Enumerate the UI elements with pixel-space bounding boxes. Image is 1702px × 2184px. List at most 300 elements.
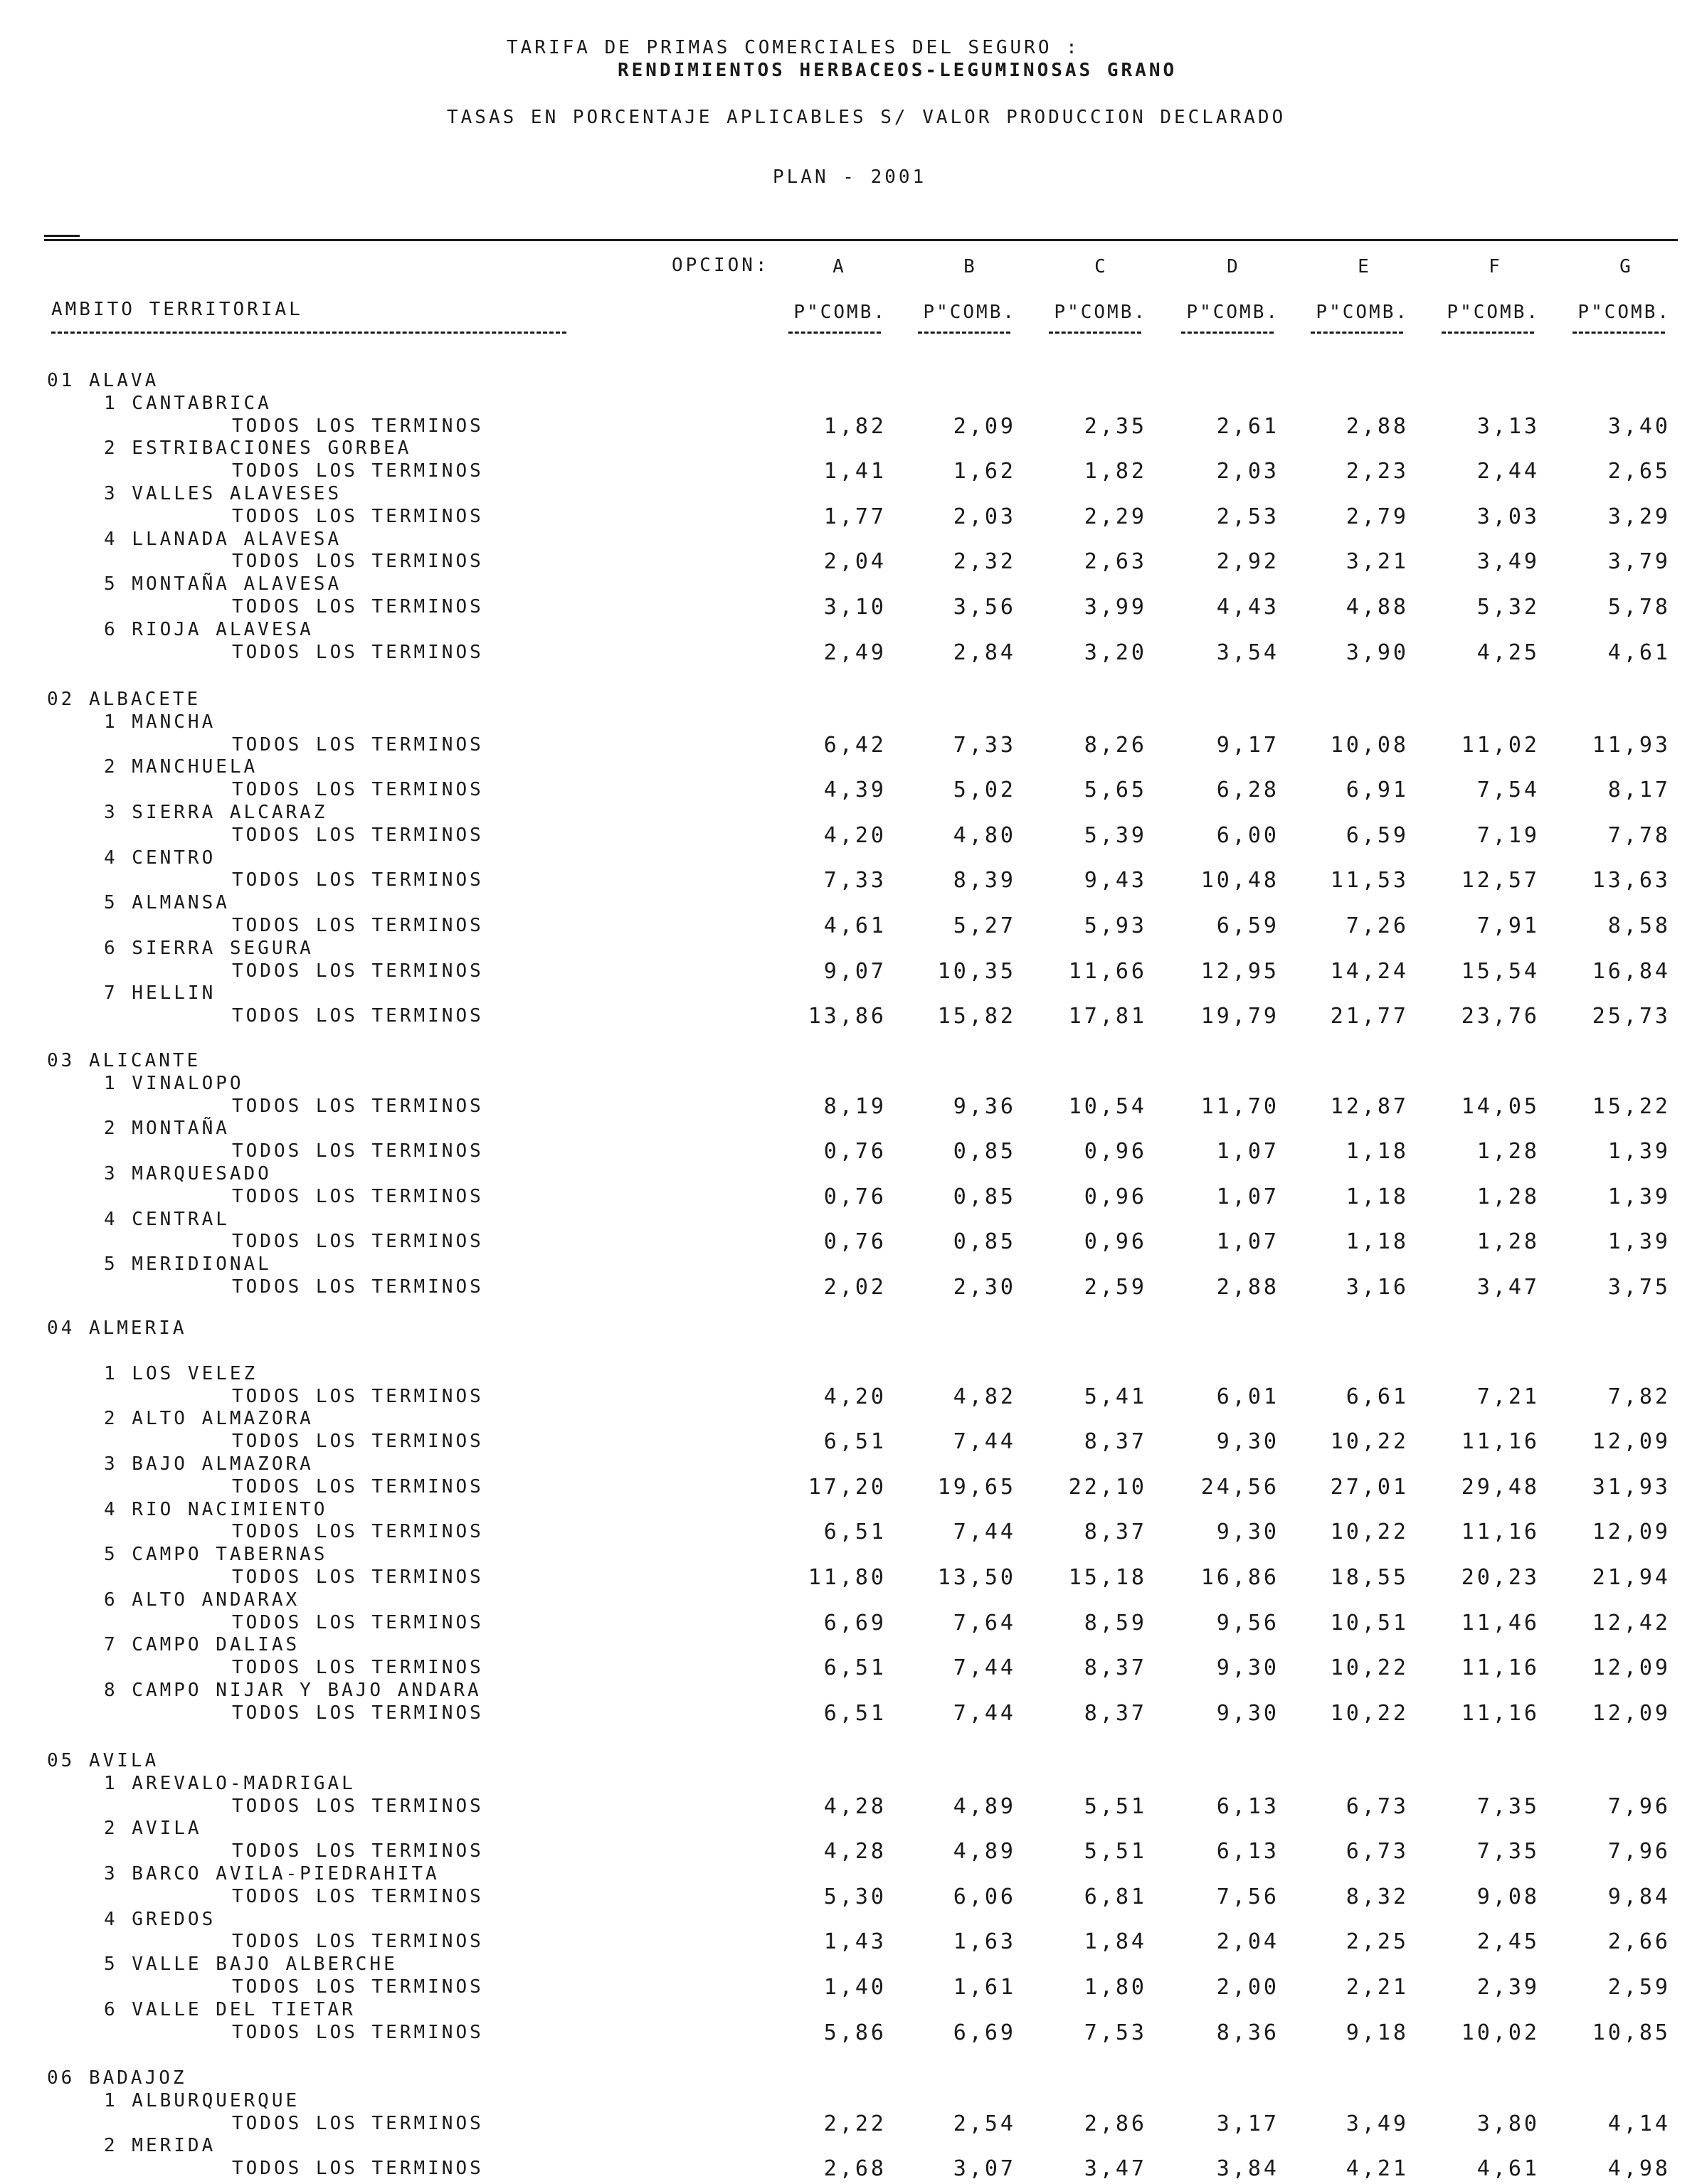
- column-underline: [1442, 332, 1534, 334]
- rate-cell: 1,61: [953, 1975, 1016, 2000]
- rate-cell: 3,21: [1346, 549, 1409, 574]
- rate-cell: 5,30: [823, 1885, 887, 1909]
- column-underline: [1572, 332, 1665, 334]
- rate-cell: 1,07: [1216, 1184, 1279, 1209]
- rate-cell: 3,10: [823, 595, 887, 620]
- rate-cell: 17,81: [1068, 1004, 1147, 1029]
- rate-cell: 6,69: [953, 2020, 1016, 2045]
- comarca-label: 5 MERIDIONAL: [104, 1253, 272, 1275]
- rate-cell: 3,40: [1607, 414, 1671, 439]
- rate-cell: 7,64: [953, 1611, 1016, 1636]
- rate-cell: 16,86: [1200, 1565, 1279, 1590]
- rate-cell: 2,79: [1346, 504, 1409, 529]
- column-subheader: P"COMB.: [923, 302, 1016, 323]
- rate-cell: 1,80: [1084, 1975, 1147, 2000]
- rate-cell: 12,09: [1592, 1655, 1671, 1680]
- rate-cell: 0,96: [1084, 1184, 1147, 1209]
- rate-cell: 7,78: [1607, 823, 1671, 848]
- comarca-label: 4 GREDOS: [104, 1909, 216, 1930]
- rate-cell: 7,44: [953, 1701, 1016, 1726]
- comarca-label: 1 MANCHA: [104, 711, 216, 733]
- rate-cell: 2,00: [1216, 1975, 1279, 2000]
- comarca-label: 5 MONTAÑA ALAVESA: [104, 573, 342, 595]
- rate-cell: 2,03: [1216, 459, 1279, 484]
- rate-cell: 6,69: [823, 1611, 887, 1636]
- rate-cell: 4,89: [953, 1794, 1016, 1819]
- rate-cell: 10,22: [1330, 1655, 1409, 1680]
- term-label: TODOS LOS TERMINOS: [232, 1702, 484, 1724]
- term-label: TODOS LOS TERMINOS: [232, 1096, 484, 1117]
- rate-cell: 5,32: [1476, 595, 1540, 620]
- column-subheader: P"COMB.: [1447, 302, 1540, 323]
- rate-cell: 6,91: [1346, 778, 1409, 802]
- rate-cell: 4,88: [1346, 595, 1409, 620]
- term-label: TODOS LOS TERMINOS: [232, 1612, 484, 1633]
- rate-cell: 6,01: [1216, 1384, 1279, 1409]
- title-line-1: TARIFA DE PRIMAS COMERCIALES DEL SEGURO :: [507, 37, 1080, 58]
- rate-cell: 0,76: [823, 1139, 887, 1164]
- rate-cell: 10,22: [1330, 1520, 1409, 1544]
- rate-cell: 1,28: [1476, 1229, 1540, 1254]
- rate-cell: 1,39: [1607, 1184, 1671, 1209]
- rate-cell: 3,16: [1346, 1275, 1409, 1300]
- column-underline: [1311, 332, 1403, 334]
- rate-cell: 2,02: [823, 1275, 887, 1300]
- rate-cell: 10,54: [1068, 1094, 1147, 1119]
- rate-cell: 22,10: [1068, 1475, 1147, 1500]
- rate-cell: 5,86: [823, 2020, 887, 2045]
- term-label: TODOS LOS TERMINOS: [232, 460, 484, 482]
- province-label: 04 ALMERIA: [47, 1318, 187, 1339]
- rate-cell: 8,17: [1607, 778, 1671, 802]
- term-label: TODOS LOS TERMINOS: [232, 1840, 484, 1862]
- comarca-label: 1 LOS VELEZ: [104, 1363, 258, 1384]
- comarca-label: 3 VALLES ALAVESES: [104, 483, 342, 504]
- comarca-label: 1 ALBURQUERQUE: [104, 2090, 300, 2111]
- rate-cell: 10,35: [937, 959, 1016, 984]
- comarca-label: 1 VINALOPO: [104, 1073, 244, 1094]
- rate-cell: 6,06: [953, 1885, 1016, 1909]
- rate-cell: 2,86: [1084, 2111, 1147, 2136]
- rate-cell: 1,77: [823, 504, 887, 529]
- rate-cell: 2,53: [1216, 504, 1279, 529]
- column-letter: G: [1619, 256, 1631, 277]
- rate-cell: 3,54: [1216, 640, 1279, 665]
- rate-cell: 27,01: [1330, 1475, 1409, 1500]
- rate-cell: 0,76: [823, 1184, 887, 1209]
- ambito-label: AMBITO TERRITORIAL: [51, 299, 303, 320]
- rate-cell: 20,23: [1461, 1565, 1540, 1590]
- rate-cell: 8,32: [1346, 1885, 1409, 1909]
- rate-cell: 3,47: [1476, 1275, 1540, 1300]
- column-letter: F: [1489, 256, 1500, 277]
- rate-cell: 21,94: [1592, 1565, 1671, 1590]
- rate-cell: 2,63: [1084, 549, 1147, 574]
- rate-cell: 4,98: [1607, 2156, 1671, 2181]
- term-label: TODOS LOS TERMINOS: [232, 1796, 484, 1817]
- rate-cell: 2,65: [1607, 459, 1671, 484]
- rate-cell: 9,30: [1216, 1655, 1279, 1680]
- comarca-label: 2 MONTAÑA: [104, 1118, 230, 1139]
- rate-cell: 3,79: [1607, 549, 1671, 574]
- rate-cell: 1,18: [1346, 1139, 1409, 1164]
- rate-cell: 3,47: [1084, 2156, 1147, 2181]
- rate-cell: 9,43: [1084, 868, 1147, 893]
- rate-cell: 4,39: [823, 778, 887, 802]
- rate-cell: 11,80: [808, 1565, 887, 1590]
- rate-cell: 9,84: [1607, 1885, 1671, 1909]
- rate-cell: 31,93: [1592, 1475, 1671, 1500]
- rate-cell: 16,84: [1592, 959, 1671, 984]
- rate-cell: 2,23: [1346, 459, 1409, 484]
- rate-cell: 8,59: [1084, 1611, 1147, 1636]
- title-line-2: RENDIMIENTOS HERBACEOS-LEGUMINOSAS GRANO: [618, 60, 1178, 81]
- rate-cell: 5,41: [1084, 1384, 1147, 1409]
- rate-cell: 2,66: [1607, 1929, 1671, 1954]
- rate-cell: 2,04: [823, 549, 887, 574]
- term-label: TODOS LOS TERMINOS: [232, 1140, 484, 1162]
- rate-cell: 4,25: [1476, 640, 1540, 665]
- province-label: 03 ALICANTE: [47, 1050, 201, 1071]
- rate-cell: 9,30: [1216, 1701, 1279, 1726]
- comarca-label: 3 BAJO ALMAZORA: [104, 1453, 314, 1475]
- rate-cell: 8,37: [1084, 1655, 1147, 1680]
- rate-cell: 9,30: [1216, 1429, 1279, 1454]
- rate-cell: 7,21: [1476, 1384, 1540, 1409]
- rate-cell: 14,24: [1330, 959, 1409, 984]
- column-underline: [788, 332, 881, 334]
- rate-cell: 4,80: [953, 823, 1016, 848]
- comarca-label: 5 VALLE BAJO ALBERCHE: [104, 1954, 398, 1975]
- rate-cell: 14,05: [1461, 1094, 1540, 1119]
- rate-cell: 1,18: [1346, 1184, 1409, 1209]
- rate-cell: 1,39: [1607, 1229, 1671, 1254]
- comarca-label: 4 LLANADA ALAVESA: [104, 529, 342, 550]
- rate-cell: 8,39: [953, 868, 1016, 893]
- rate-cell: 8,37: [1084, 1429, 1147, 1454]
- rate-cell: 4,20: [823, 823, 887, 848]
- term-label: TODOS LOS TERMINOS: [232, 960, 484, 982]
- rate-cell: 12,87: [1330, 1094, 1409, 1119]
- term-label: TODOS LOS TERMINOS: [232, 2158, 484, 2179]
- rate-cell: 9,17: [1216, 733, 1279, 758]
- rate-cell: 3,17: [1216, 2111, 1279, 2136]
- rate-cell: 17,20: [808, 1475, 887, 1500]
- rate-cell: 2,54: [953, 2111, 1016, 2136]
- rate-cell: 15,82: [937, 1004, 1016, 1029]
- comarca-label: 3 MARQUESADO: [104, 1163, 272, 1184]
- column-underline: [1049, 332, 1141, 334]
- rate-cell: 10,22: [1330, 1429, 1409, 1454]
- rate-cell: 12,09: [1592, 1429, 1671, 1454]
- rate-cell: 29,48: [1461, 1475, 1540, 1500]
- rate-cell: 4,20: [823, 1384, 887, 1409]
- rate-cell: 5,51: [1084, 1794, 1147, 1819]
- opcion-label: OPCION:: [672, 255, 770, 276]
- rate-cell: 4,14: [1607, 2111, 1671, 2136]
- rate-cell: 12,09: [1592, 1520, 1671, 1544]
- rate-cell: 4,28: [823, 1794, 887, 1819]
- rate-cell: 2,03: [953, 504, 1016, 529]
- rate-cell: 10,85: [1592, 2020, 1671, 2045]
- rate-cell: 7,56: [1216, 1885, 1279, 1909]
- comarca-label: 4 RIO NACIMIENTO: [104, 1499, 328, 1520]
- rate-cell: 11,46: [1461, 1611, 1540, 1636]
- rate-cell: 1,63: [953, 1929, 1016, 1954]
- comarca-label: 5 ALMANSA: [104, 892, 230, 913]
- comarca-label: 2 ALTO ALMAZORA: [104, 1408, 314, 1429]
- rate-cell: 9,07: [823, 959, 887, 984]
- rate-cell: 15,22: [1592, 1094, 1671, 1119]
- rate-cell: 7,96: [1607, 1839, 1671, 1864]
- rate-cell: 9,56: [1216, 1611, 1279, 1636]
- rate-cell: 5,93: [1084, 913, 1147, 938]
- rate-cell: 11,16: [1461, 1429, 1540, 1454]
- rate-cell: 2,88: [1216, 1275, 1279, 1300]
- rate-cell: 7,44: [953, 1429, 1016, 1454]
- rate-cell: 7,19: [1476, 823, 1540, 848]
- column-letter: E: [1358, 256, 1369, 277]
- rate-cell: 5,51: [1084, 1839, 1147, 1864]
- rate-cell: 1,28: [1476, 1184, 1540, 1209]
- comarca-label: 5 CAMPO TABERNAS: [104, 1544, 328, 1565]
- rate-cell: 10,22: [1330, 1701, 1409, 1726]
- rate-cell: 11,93: [1592, 733, 1671, 758]
- column-subheader: P"COMB.: [1186, 302, 1279, 323]
- rate-cell: 5,65: [1084, 778, 1147, 802]
- rate-cell: 4,89: [953, 1839, 1016, 1864]
- comarca-label: 6 RIOJA ALAVESA: [104, 619, 314, 640]
- rate-cell: 3,75: [1607, 1275, 1671, 1300]
- rate-cell: 7,35: [1476, 1794, 1540, 1819]
- rate-cell: 7,35: [1476, 1839, 1540, 1864]
- rate-cell: 2,84: [953, 640, 1016, 665]
- rate-cell: 24,56: [1200, 1475, 1279, 1500]
- rate-cell: 6,51: [823, 1655, 887, 1680]
- term-label: TODOS LOS TERMINOS: [232, 1186, 484, 1207]
- rate-cell: 11,66: [1068, 959, 1147, 984]
- rate-cell: 10,51: [1330, 1611, 1409, 1636]
- rate-cell: 2,32: [953, 549, 1016, 574]
- rate-cell: 23,76: [1461, 1004, 1540, 1029]
- term-label: TODOS LOS TERMINOS: [232, 779, 484, 800]
- rate-cell: 6,28: [1216, 778, 1279, 802]
- comarca-label: 8 CAMPO NIJAR Y BAJO ANDARA: [104, 1680, 482, 1701]
- comarca-label: 1 CANTABRICA: [104, 393, 272, 414]
- rate-cell: 6,51: [823, 1701, 887, 1726]
- rate-cell: 7,26: [1346, 913, 1409, 938]
- rate-cell: 10,02: [1461, 2020, 1540, 2045]
- province-label: 01 ALAVA: [47, 370, 159, 391]
- term-label: TODOS LOS TERMINOS: [232, 1231, 484, 1252]
- comarca-label: 6 VALLE DEL TIETAR: [104, 1999, 356, 2020]
- rate-cell: 6,59: [1346, 823, 1409, 848]
- subtitle: TASAS EN PORCENTAJE APLICABLES S/ VALOR PRODUCCION DECLARADO: [447, 107, 1286, 128]
- rate-cell: 21,77: [1330, 1004, 1409, 1029]
- rate-cell: 13,63: [1592, 868, 1671, 893]
- rate-cell: 7,82: [1607, 1384, 1671, 1409]
- rate-cell: 7,33: [953, 733, 1016, 758]
- rate-cell: 0,96: [1084, 1139, 1147, 1164]
- rate-cell: 3,13: [1476, 414, 1540, 439]
- rate-cell: 3,90: [1346, 640, 1409, 665]
- rate-cell: 5,02: [953, 778, 1016, 802]
- term-label: TODOS LOS TERMINOS: [232, 1005, 484, 1027]
- column-subheader: P"COMB.: [1054, 302, 1147, 323]
- rate-cell: 2,59: [1084, 1275, 1147, 1300]
- rate-cell: 6,59: [1216, 913, 1279, 938]
- rate-cell: 8,19: [823, 1094, 887, 1119]
- term-label: TODOS LOS TERMINOS: [232, 1476, 484, 1497]
- comarca-label: 4 CENTRO: [104, 847, 216, 869]
- term-label: TODOS LOS TERMINOS: [232, 1567, 484, 1588]
- comarca-label: 7 HELLIN: [104, 982, 216, 1004]
- rate-cell: 11,53: [1330, 868, 1409, 893]
- rate-cell: 7,53: [1084, 2020, 1147, 2045]
- rate-cell: 2,61: [1216, 414, 1279, 439]
- rate-cell: 5,27: [953, 913, 1016, 938]
- column-subheader: P"COMB.: [793, 302, 887, 323]
- rate-cell: 3,80: [1476, 2111, 1540, 2136]
- rate-cell: 2,22: [823, 2111, 887, 2136]
- rate-cell: 9,30: [1216, 1520, 1279, 1544]
- plan-label: PLAN - 2001: [773, 166, 927, 188]
- rate-cell: 4,61: [1476, 2156, 1540, 2181]
- comarca-label: 2 MANCHUELA: [104, 756, 258, 778]
- rate-cell: 2,59: [1607, 1975, 1671, 2000]
- rate-cell: 15,18: [1068, 1565, 1147, 1590]
- rate-cell: 9,36: [953, 1094, 1016, 1119]
- rate-cell: 3,07: [953, 2156, 1016, 2181]
- column-letter: A: [832, 256, 844, 277]
- rate-cell: 3,03: [1476, 504, 1540, 529]
- term-label: TODOS LOS TERMINOS: [232, 506, 484, 527]
- header-rule: [44, 239, 1678, 241]
- term-label: TODOS LOS TERMINOS: [232, 1886, 484, 1907]
- rate-cell: 1,18: [1346, 1229, 1409, 1254]
- rate-cell: 11,02: [1461, 733, 1540, 758]
- term-label: TODOS LOS TERMINOS: [232, 551, 484, 572]
- term-label: TODOS LOS TERMINOS: [232, 1931, 484, 1952]
- comarca-label: 1 AREVALO-MADRIGAL: [104, 1773, 356, 1794]
- rate-cell: 8,37: [1084, 1701, 1147, 1726]
- rate-cell: 1,07: [1216, 1139, 1279, 1164]
- comarca-label: 3 SIERRA ALCARAZ: [104, 802, 328, 823]
- rate-cell: 0,76: [823, 1229, 887, 1254]
- rate-cell: 8,26: [1084, 733, 1147, 758]
- column-underline: [1181, 332, 1274, 334]
- column-letter: D: [1227, 256, 1238, 277]
- rate-cell: 6,73: [1346, 1794, 1409, 1819]
- rate-cell: 1,28: [1476, 1139, 1540, 1164]
- rate-cell: 2,88: [1346, 414, 1409, 439]
- rate-cell: 2,44: [1476, 459, 1540, 484]
- rate-cell: 1,40: [823, 1975, 887, 2000]
- province-label: 05 AVILA: [47, 1750, 159, 1771]
- rate-cell: 2,09: [953, 414, 1016, 439]
- rate-cell: 6,00: [1216, 823, 1279, 848]
- column-underline: [918, 332, 1010, 334]
- province-label: 02 ALBACETE: [47, 689, 201, 710]
- rate-cell: 6,13: [1216, 1839, 1279, 1864]
- comarca-label: 2 MERIDA: [104, 2135, 216, 2156]
- rate-cell: 3,29: [1607, 504, 1671, 529]
- rate-cell: 12,95: [1200, 959, 1279, 984]
- term-label: TODOS LOS TERMINOS: [232, 915, 484, 936]
- rate-cell: 3,49: [1476, 549, 1540, 574]
- rate-cell: 7,91: [1476, 913, 1540, 938]
- rate-cell: 12,42: [1592, 1611, 1671, 1636]
- term-label: TODOS LOS TERMINOS: [232, 596, 484, 617]
- rate-cell: 25,73: [1592, 1004, 1671, 1029]
- term-label: TODOS LOS TERMINOS: [232, 1431, 484, 1452]
- ambito-underline: [51, 332, 566, 334]
- rate-cell: 11,70: [1200, 1094, 1279, 1119]
- rate-cell: 1,62: [953, 459, 1016, 484]
- term-label: TODOS LOS TERMINOS: [232, 415, 484, 437]
- rate-cell: 4,28: [823, 1839, 887, 1864]
- rate-cell: 4,61: [823, 913, 887, 938]
- column-subheader: P"COMB.: [1577, 302, 1671, 323]
- rate-cell: 6,51: [823, 1429, 887, 1454]
- province-label: 06 BADAJOZ: [47, 2067, 187, 2089]
- rate-cell: 4,61: [1607, 640, 1671, 665]
- rate-cell: 1,84: [1084, 1929, 1147, 1954]
- comarca-label: 2 ESTRIBACIONES GORBEA: [104, 438, 412, 459]
- rate-cell: 2,92: [1216, 549, 1279, 574]
- term-label: TODOS LOS TERMINOS: [232, 2022, 484, 2043]
- rate-cell: 2,21: [1346, 1975, 1409, 2000]
- rate-cell: 6,61: [1346, 1384, 1409, 1409]
- rate-cell: 1,82: [823, 414, 887, 439]
- rate-cell: 8,37: [1084, 1520, 1147, 1544]
- rate-cell: 0,85: [953, 1139, 1016, 1164]
- rate-cell: 11,16: [1461, 1701, 1540, 1726]
- rate-cell: 5,78: [1607, 595, 1671, 620]
- rate-cell: 18,55: [1330, 1565, 1409, 1590]
- rate-cell: 2,04: [1216, 1929, 1279, 1954]
- rate-cell: 13,50: [937, 1565, 1016, 1590]
- term-label: TODOS LOS TERMINOS: [232, 869, 484, 891]
- rate-cell: 11,16: [1461, 1655, 1540, 1680]
- comarca-label: 4 CENTRAL: [104, 1209, 230, 1230]
- term-label: TODOS LOS TERMINOS: [232, 1657, 484, 1678]
- rate-cell: 19,65: [937, 1475, 1016, 1500]
- comarca-label: 7 CAMPO DALIAS: [104, 1634, 300, 1655]
- rate-cell: 12,57: [1461, 868, 1540, 893]
- rate-cell: 8,58: [1607, 913, 1671, 938]
- rate-cell: 7,54: [1476, 778, 1540, 802]
- rate-cell: 3,20: [1084, 640, 1147, 665]
- term-label: TODOS LOS TERMINOS: [232, 1276, 484, 1298]
- rate-cell: 2,39: [1476, 1975, 1540, 2000]
- column-letter: B: [963, 256, 975, 277]
- rate-cell: 9,18: [1346, 2020, 1409, 2045]
- rate-cell: 0,96: [1084, 1229, 1147, 1254]
- rate-cell: 2,35: [1084, 414, 1147, 439]
- rate-cell: 6,42: [823, 733, 887, 758]
- rate-cell: 2,49: [823, 640, 887, 665]
- header-rule-tick: [44, 235, 80, 237]
- rate-cell: 3,99: [1084, 595, 1147, 620]
- rate-cell: 5,39: [1084, 823, 1147, 848]
- term-label: TODOS LOS TERMINOS: [232, 1976, 484, 1998]
- column-letter: C: [1094, 256, 1106, 277]
- rate-cell: 2,29: [1084, 504, 1147, 529]
- rate-cell: 6,73: [1346, 1839, 1409, 1864]
- comarca-label: 3 BARCO AVILA-PIEDRAHITA: [104, 1863, 440, 1885]
- rate-cell: 4,21: [1346, 2156, 1409, 2181]
